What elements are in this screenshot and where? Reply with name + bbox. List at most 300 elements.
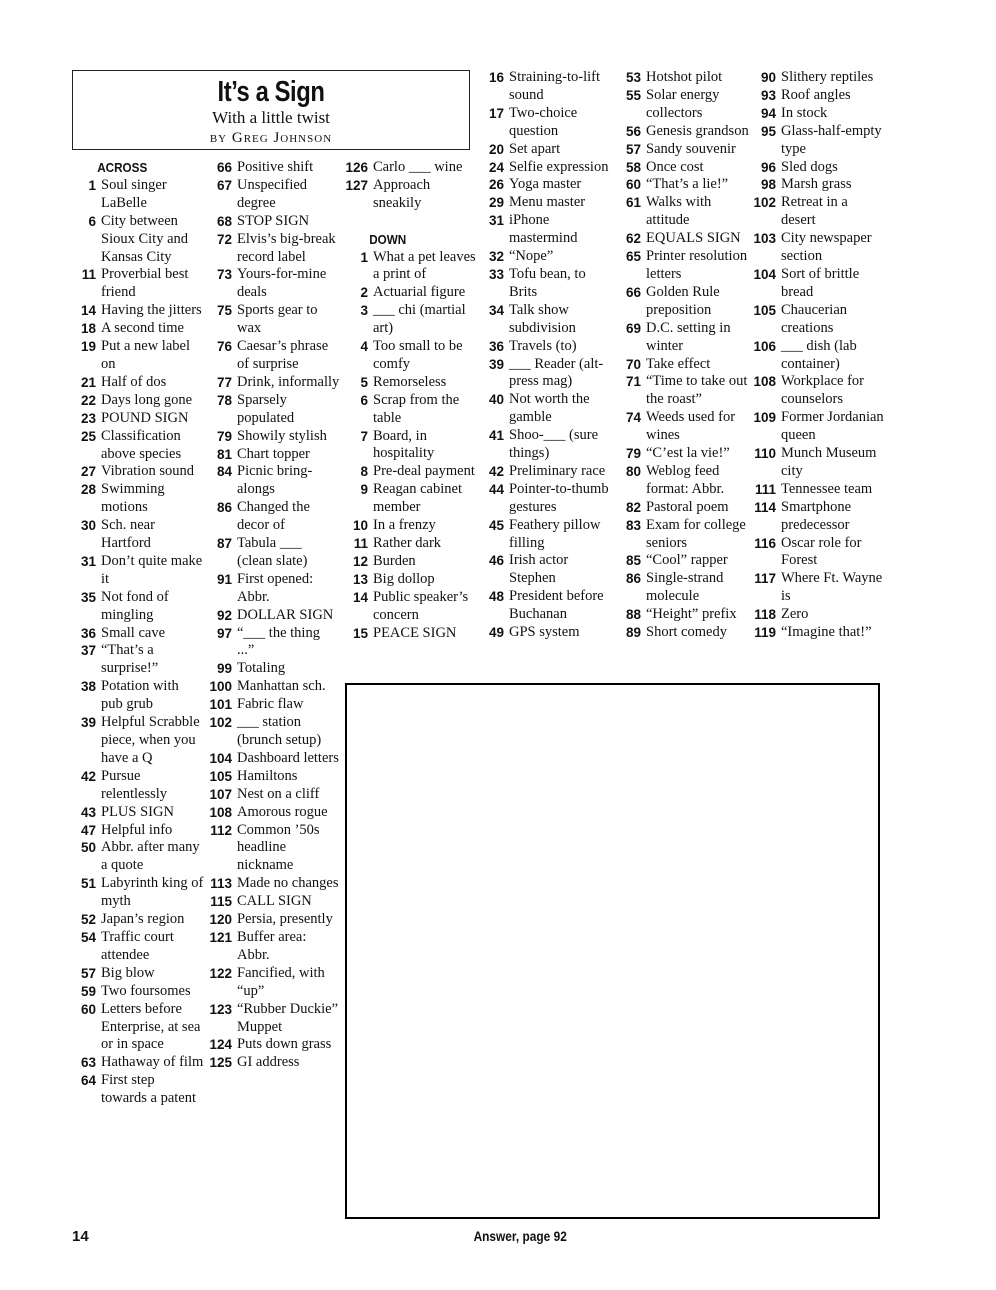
clue-number: 66 xyxy=(216,160,232,175)
clue-text: iPhone mastermind xyxy=(509,212,578,247)
down-clue[interactable] xyxy=(480,463,616,481)
across-clue[interactable] xyxy=(208,696,340,714)
down-clue[interactable] xyxy=(480,212,616,248)
clue-text: Helpful info xyxy=(101,821,173,838)
across-clue[interactable] xyxy=(72,965,204,983)
down-clue[interactable] xyxy=(344,535,476,553)
clue-text: Changed the decor of xyxy=(237,499,310,534)
down-clue[interactable] xyxy=(344,571,476,589)
clue-number: 112 xyxy=(210,822,232,838)
clue-text: A second time xyxy=(101,320,184,337)
across-clue[interactable] xyxy=(208,786,340,804)
across-clue[interactable] xyxy=(72,642,204,678)
clue-text: Rather dark xyxy=(373,535,442,552)
clue-number: 103 xyxy=(753,231,776,247)
across-clue[interactable] xyxy=(208,374,340,392)
down-clue[interactable] xyxy=(480,69,616,105)
clue-number: 28 xyxy=(80,482,96,498)
down-clue[interactable] xyxy=(480,588,616,624)
down-clue[interactable] xyxy=(752,123,884,159)
clue-number: 44 xyxy=(488,481,504,497)
clue-number: 70 xyxy=(625,356,641,372)
clue-text: Glass-half-empty type xyxy=(781,122,882,157)
across-clue[interactable] xyxy=(208,750,340,768)
clue-number: 124 xyxy=(209,1037,232,1053)
across-clue[interactable] xyxy=(72,428,204,464)
down-clue[interactable] xyxy=(617,445,749,463)
clue-text: Sled dogs xyxy=(781,158,838,175)
across-clue[interactable] xyxy=(208,177,340,213)
clue-text: Yours-for-mine deals xyxy=(237,266,327,301)
clue-text: Put a new label on xyxy=(101,338,190,372)
clue-number: 97 xyxy=(216,625,232,641)
across-clue[interactable] xyxy=(208,911,340,929)
clue-text: Made no changes xyxy=(237,875,339,892)
clue-number: 127 xyxy=(345,177,368,193)
across-clue[interactable] xyxy=(208,446,340,464)
clue-number: 115 xyxy=(210,894,232,910)
down-clue[interactable] xyxy=(752,159,884,177)
down-clue[interactable] xyxy=(480,194,616,212)
down-clue[interactable] xyxy=(617,570,749,606)
down-clue[interactable] xyxy=(480,517,616,553)
clue-number: 75 xyxy=(216,303,232,319)
down-clue[interactable] xyxy=(752,230,884,266)
down-clue[interactable] xyxy=(480,391,616,427)
clue-text: Shoo-___ (sure things) xyxy=(509,427,599,462)
clue-text: Board, in hospitality xyxy=(373,427,435,462)
clue-number: 52 xyxy=(80,912,96,928)
clue-text: “Nope” xyxy=(509,248,554,265)
clue-number: 1 xyxy=(360,249,368,265)
clue-column-6 xyxy=(752,69,884,642)
clue-number: 55 xyxy=(625,87,641,103)
across-clue[interactable] xyxy=(208,660,340,678)
answer-reference: Answer, page 92 xyxy=(473,1228,567,1244)
down-clue[interactable] xyxy=(617,409,749,445)
clue-text: Slithery reptiles xyxy=(781,69,874,85)
clue-number: 69 xyxy=(625,320,641,336)
clue-text: Once cost xyxy=(646,158,704,175)
clue-text: City newspaper section xyxy=(781,230,872,265)
across-clue[interactable] xyxy=(72,1054,204,1072)
across-clue[interactable] xyxy=(208,625,340,661)
down-clue[interactable] xyxy=(617,87,749,123)
clue-number: 105 xyxy=(753,302,776,318)
clue-number: 108 xyxy=(209,804,232,820)
down-clue[interactable] xyxy=(344,589,476,625)
across-clue[interactable] xyxy=(72,822,204,840)
across-clue[interactable] xyxy=(208,1001,340,1037)
clue-number: 100 xyxy=(209,679,232,695)
down-header: DOWN xyxy=(369,231,407,247)
across-clue[interactable] xyxy=(72,392,204,410)
clue-number: 12 xyxy=(352,553,368,569)
clue-number: 57 xyxy=(80,965,96,981)
clue-number: 14 xyxy=(352,589,368,605)
clue-number: 9 xyxy=(360,482,368,498)
down-clue[interactable] xyxy=(617,194,749,230)
across-clue[interactable] xyxy=(72,983,204,1001)
across-clue[interactable] xyxy=(72,302,204,320)
across-clue[interactable] xyxy=(72,410,204,428)
across-clue[interactable] xyxy=(72,463,204,481)
across-clue[interactable] xyxy=(208,804,340,822)
clue-number: 29 xyxy=(488,195,504,211)
clue-number: 27 xyxy=(80,464,96,480)
down-clue[interactable] xyxy=(344,284,476,302)
down-clue[interactable] xyxy=(344,374,476,392)
clue-number: 108 xyxy=(753,374,776,390)
down-clue[interactable] xyxy=(752,176,884,194)
clue-number: 31 xyxy=(488,213,504,229)
down-clue[interactable] xyxy=(617,499,749,517)
clue-text: Classification above species xyxy=(101,427,182,462)
down-clue[interactable] xyxy=(480,624,616,642)
down-clue[interactable] xyxy=(344,553,476,571)
clue-number: 125 xyxy=(209,1055,232,1071)
down-clue[interactable] xyxy=(344,517,476,535)
across-clue[interactable] xyxy=(208,231,340,267)
down-clue[interactable] xyxy=(480,427,616,463)
across-clue[interactable] xyxy=(72,553,204,589)
clue-number: 14 xyxy=(80,303,96,319)
down-clue[interactable] xyxy=(617,356,749,374)
down-clue[interactable] xyxy=(617,69,749,87)
clue-text: In stock xyxy=(781,104,828,121)
clue-text: Helpful Scrabble piece, when you have a Q xyxy=(101,714,200,766)
across-clue[interactable] xyxy=(72,481,204,517)
down-clue[interactable] xyxy=(617,373,749,409)
clue-text: Irish actor Stephen xyxy=(509,552,569,587)
clue-text: Too small to be comfy xyxy=(373,338,463,372)
clue-number: 104 xyxy=(753,266,776,282)
clue-text: Feathery pillow filling xyxy=(509,516,601,551)
clue-text: Take effect xyxy=(646,355,711,372)
across-clue[interactable] xyxy=(72,374,204,392)
across-clue[interactable] xyxy=(208,338,340,374)
page-number: 14 xyxy=(72,1228,89,1245)
across-clue[interactable] xyxy=(72,911,204,929)
clue-text: Chaucerian creations xyxy=(781,301,848,336)
across-clue[interactable] xyxy=(208,875,340,893)
down-clue[interactable] xyxy=(344,392,476,428)
clue-number: 24 xyxy=(488,159,504,175)
down-clue[interactable] xyxy=(344,302,476,338)
clue-number: 86 xyxy=(625,571,641,587)
clue-text: What a pet leaves a print of xyxy=(373,248,476,283)
down-clue[interactable] xyxy=(752,409,884,445)
down-clue[interactable] xyxy=(617,552,749,570)
puzzle-title: It’s a Sign xyxy=(217,76,325,108)
across-clue[interactable] xyxy=(208,266,340,302)
clue-text: Totaling xyxy=(237,660,286,677)
across-clue[interactable] xyxy=(208,1036,340,1054)
across-clue[interactable] xyxy=(344,159,476,177)
down-clue[interactable] xyxy=(344,625,476,643)
clue-number: 51 xyxy=(80,876,96,892)
clue-text: Fabric flaw xyxy=(237,696,304,713)
down-clue[interactable] xyxy=(752,624,884,642)
clue-number: 98 xyxy=(760,177,776,193)
clue-text: Pointer-to-thumb gestures xyxy=(509,480,609,515)
down-clue[interactable] xyxy=(344,338,476,374)
clue-text: Small cave xyxy=(101,624,166,641)
down-clue[interactable] xyxy=(480,159,616,177)
down-clue[interactable] xyxy=(752,69,884,87)
clue-text: Persia, presently xyxy=(237,911,333,928)
down-clue[interactable] xyxy=(752,373,884,409)
down-clue[interactable] xyxy=(617,123,749,141)
clue-number: 42 xyxy=(80,768,96,784)
down-clue[interactable] xyxy=(752,606,884,624)
clue-text: Actuarial figure xyxy=(373,284,466,301)
clue-number: 81 xyxy=(216,446,232,462)
clue-number: 43 xyxy=(80,804,96,820)
clue-text: Abbr. after many a quote xyxy=(101,839,200,874)
down-clue[interactable] xyxy=(617,624,749,642)
clue-text: PLUS SIGN xyxy=(101,803,174,820)
across-clue[interactable] xyxy=(72,875,204,911)
clue-text: Carlo ___ wine xyxy=(373,159,463,175)
clue-text: Picnic bring-alongs xyxy=(237,463,313,498)
down-clue[interactable] xyxy=(480,338,616,356)
across-clue[interactable] xyxy=(208,535,340,571)
across-clue[interactable] xyxy=(208,822,340,876)
clue-text: Burden xyxy=(373,552,416,569)
clue-text: Swimming motions xyxy=(101,481,165,516)
down-clue[interactable] xyxy=(480,356,616,392)
clue-number: 105 xyxy=(209,768,232,784)
down-clue[interactable] xyxy=(344,249,476,285)
clue-text: D.C. setting in winter xyxy=(646,319,731,354)
clue-number: 56 xyxy=(625,123,641,139)
down-clue[interactable] xyxy=(344,481,476,517)
clue-text: Pre-deal payment xyxy=(373,463,475,480)
clue-number: 114 xyxy=(754,499,776,515)
down-clue[interactable] xyxy=(752,535,884,571)
across-clue[interactable] xyxy=(72,768,204,804)
down-clue[interactable] xyxy=(344,428,476,464)
across-clue[interactable] xyxy=(208,392,340,428)
clue-number: 39 xyxy=(488,356,504,372)
down-clue[interactable] xyxy=(480,552,616,588)
clue-number: 59 xyxy=(80,983,96,999)
clue-number: 35 xyxy=(80,589,96,605)
across-clue[interactable] xyxy=(72,839,204,875)
clue-text: Retreat in a desert xyxy=(781,194,848,229)
across-clue[interactable] xyxy=(208,159,340,177)
clue-text: Big dollop xyxy=(373,570,435,587)
crossword-grid[interactable] xyxy=(345,683,880,1219)
across-clue[interactable] xyxy=(72,929,204,965)
clue-text: Scrap from the table xyxy=(373,391,460,426)
clue-text: Workplace for counselors xyxy=(781,373,864,408)
clue-text: Where Ft. Wayne is xyxy=(781,570,883,605)
clue-text: Hamiltons xyxy=(237,767,298,784)
clue-number: 94 xyxy=(760,105,776,121)
across-clue[interactable] xyxy=(72,678,204,714)
clue-number: 77 xyxy=(216,374,232,390)
down-clue[interactable] xyxy=(617,463,749,499)
clue-text: Sparsely populated xyxy=(237,391,295,426)
clue-text: Vibration sound xyxy=(101,463,194,480)
down-clue[interactable] xyxy=(617,176,749,194)
clue-number: 116 xyxy=(754,535,776,551)
across-clue[interactable] xyxy=(208,714,340,750)
puzzle-byline: by Greg Johnson xyxy=(209,130,333,146)
clue-number: 83 xyxy=(625,517,641,533)
clue-number: 36 xyxy=(488,338,504,354)
clue-text: Remorseless xyxy=(373,373,447,390)
clue-number: 46 xyxy=(488,553,504,569)
clue-number: 47 xyxy=(80,822,96,838)
down-clue[interactable] xyxy=(752,481,884,499)
down-clue[interactable] xyxy=(617,320,749,356)
across-clue[interactable] xyxy=(72,589,204,625)
clue-text: Yoga master xyxy=(509,176,582,193)
across-clue[interactable] xyxy=(208,499,340,535)
across-clue[interactable] xyxy=(208,213,340,231)
down-clue[interactable] xyxy=(617,159,749,177)
down-clue[interactable] xyxy=(480,105,616,141)
across-clue[interactable] xyxy=(72,714,204,768)
down-clue[interactable] xyxy=(480,248,616,266)
across-clue[interactable] xyxy=(208,607,340,625)
down-clue[interactable] xyxy=(480,266,616,302)
clue-text: In a frenzy xyxy=(373,517,436,534)
clue-text: Oscar role for Forest xyxy=(781,534,862,569)
clue-text: “Imagine that!” xyxy=(781,624,872,641)
clue-text: Two foursomes xyxy=(101,982,191,999)
across-clue[interactable] xyxy=(208,571,340,607)
across-clue[interactable] xyxy=(72,266,204,302)
clue-text: Weeds used for wines xyxy=(646,409,736,444)
down-clue[interactable] xyxy=(617,141,749,159)
clue-number: 85 xyxy=(625,553,641,569)
clue-text: Tofu bean, to Brits xyxy=(509,265,586,300)
clue-text: EQUALS SIGN xyxy=(646,230,741,247)
across-clue[interactable] xyxy=(208,678,340,696)
down-clue[interactable] xyxy=(480,481,616,517)
across-clue[interactable] xyxy=(72,804,204,822)
clue-text: Single-strand molecule xyxy=(646,570,724,605)
clue-text: Tabula ___ (clean slate) xyxy=(237,535,308,569)
down-clue[interactable] xyxy=(480,176,616,194)
clue-text: Half of dos xyxy=(101,373,167,390)
clue-text: Sch. near Hartford xyxy=(101,517,155,552)
across-clue[interactable] xyxy=(344,177,476,213)
down-clue[interactable] xyxy=(752,194,884,230)
down-clue[interactable] xyxy=(752,338,884,374)
across-clue[interactable] xyxy=(72,517,204,553)
down-clue[interactable] xyxy=(752,445,884,481)
clue-text: Weblog feed format: Abbr. xyxy=(646,462,725,497)
across-clue[interactable] xyxy=(208,428,340,446)
down-clue[interactable] xyxy=(752,105,884,123)
clue-number: 6 xyxy=(360,392,368,408)
down-clue[interactable] xyxy=(752,570,884,606)
clue-number: 123 xyxy=(209,1001,232,1017)
clue-number: 110 xyxy=(754,446,776,462)
clue-text: Menu master xyxy=(509,194,586,211)
across-clue[interactable] xyxy=(208,768,340,786)
across-clue[interactable] xyxy=(208,463,340,499)
clue-text: Hotshot pilot xyxy=(646,69,723,85)
clue-text: Showily stylish xyxy=(237,427,327,444)
across-clue[interactable] xyxy=(72,177,204,213)
clue-text: Labyrinth king of myth xyxy=(101,875,204,910)
clue-text: ___ dish (lab container) xyxy=(781,337,857,372)
down-clue[interactable] xyxy=(617,230,749,248)
clue-number: 66 xyxy=(625,284,641,300)
clue-text: Unspecified degree xyxy=(237,176,308,211)
clue-number: 18 xyxy=(80,321,96,337)
across-clue[interactable] xyxy=(72,625,204,643)
down-clue[interactable] xyxy=(752,499,884,535)
across-clue[interactable] xyxy=(72,1001,204,1055)
clue-number: 10 xyxy=(352,518,368,534)
puzzle-subtitle: With a little twist xyxy=(212,108,330,127)
clue-number: 106 xyxy=(753,338,776,354)
clue-text: DOLLAR SIGN xyxy=(237,606,334,623)
down-clue[interactable] xyxy=(752,87,884,105)
across-clue[interactable] xyxy=(208,1054,340,1072)
clue-number: 34 xyxy=(488,302,504,318)
down-clue[interactable] xyxy=(617,248,749,284)
clue-text: Golden Rule preposition xyxy=(646,283,720,318)
clue-number: 84 xyxy=(216,464,232,480)
down-clue[interactable] xyxy=(617,606,749,624)
clue-number: 76 xyxy=(216,339,232,355)
across-clue[interactable] xyxy=(72,213,204,267)
clue-number: 113 xyxy=(210,876,232,892)
down-clue[interactable] xyxy=(480,302,616,338)
across-clue[interactable] xyxy=(208,893,340,911)
across-clue[interactable] xyxy=(72,320,204,338)
clue-text: “___ the thing ...” xyxy=(237,624,320,659)
clue-text: ___ chi (martial art) xyxy=(373,302,466,337)
clue-text: Former Jordanian queen xyxy=(781,409,884,444)
down-clue[interactable] xyxy=(480,141,616,159)
clue-text: Traffic court attendee xyxy=(101,928,174,963)
clue-number: 33 xyxy=(488,266,504,282)
clue-number: 32 xyxy=(488,249,504,265)
across-clue[interactable] xyxy=(208,929,340,965)
clue-number: 61 xyxy=(625,195,641,211)
clue-text: Two-choice question xyxy=(509,104,578,139)
across-clue[interactable] xyxy=(208,302,340,338)
across-clue[interactable] xyxy=(72,338,204,374)
clue-number: 45 xyxy=(488,517,504,533)
clue-number: 15 xyxy=(352,625,368,641)
across-clue[interactable] xyxy=(72,1072,204,1108)
down-clue[interactable] xyxy=(752,266,884,302)
clue-number: 41 xyxy=(488,428,504,444)
clue-text: Selfie expression xyxy=(509,158,609,175)
down-clue[interactable] xyxy=(752,302,884,338)
across-clue[interactable] xyxy=(208,965,340,1001)
clue-number: 4 xyxy=(360,339,368,355)
clue-text: Roof angles xyxy=(781,86,851,103)
clue-number: 109 xyxy=(753,410,776,426)
down-clue[interactable] xyxy=(344,463,476,481)
down-clue[interactable] xyxy=(617,284,749,320)
clue-text: Fancified, with “up” xyxy=(237,964,325,999)
clue-column-3 xyxy=(344,159,476,642)
down-clue[interactable] xyxy=(617,517,749,553)
clue-text: Talk show subdivision xyxy=(509,301,576,336)
